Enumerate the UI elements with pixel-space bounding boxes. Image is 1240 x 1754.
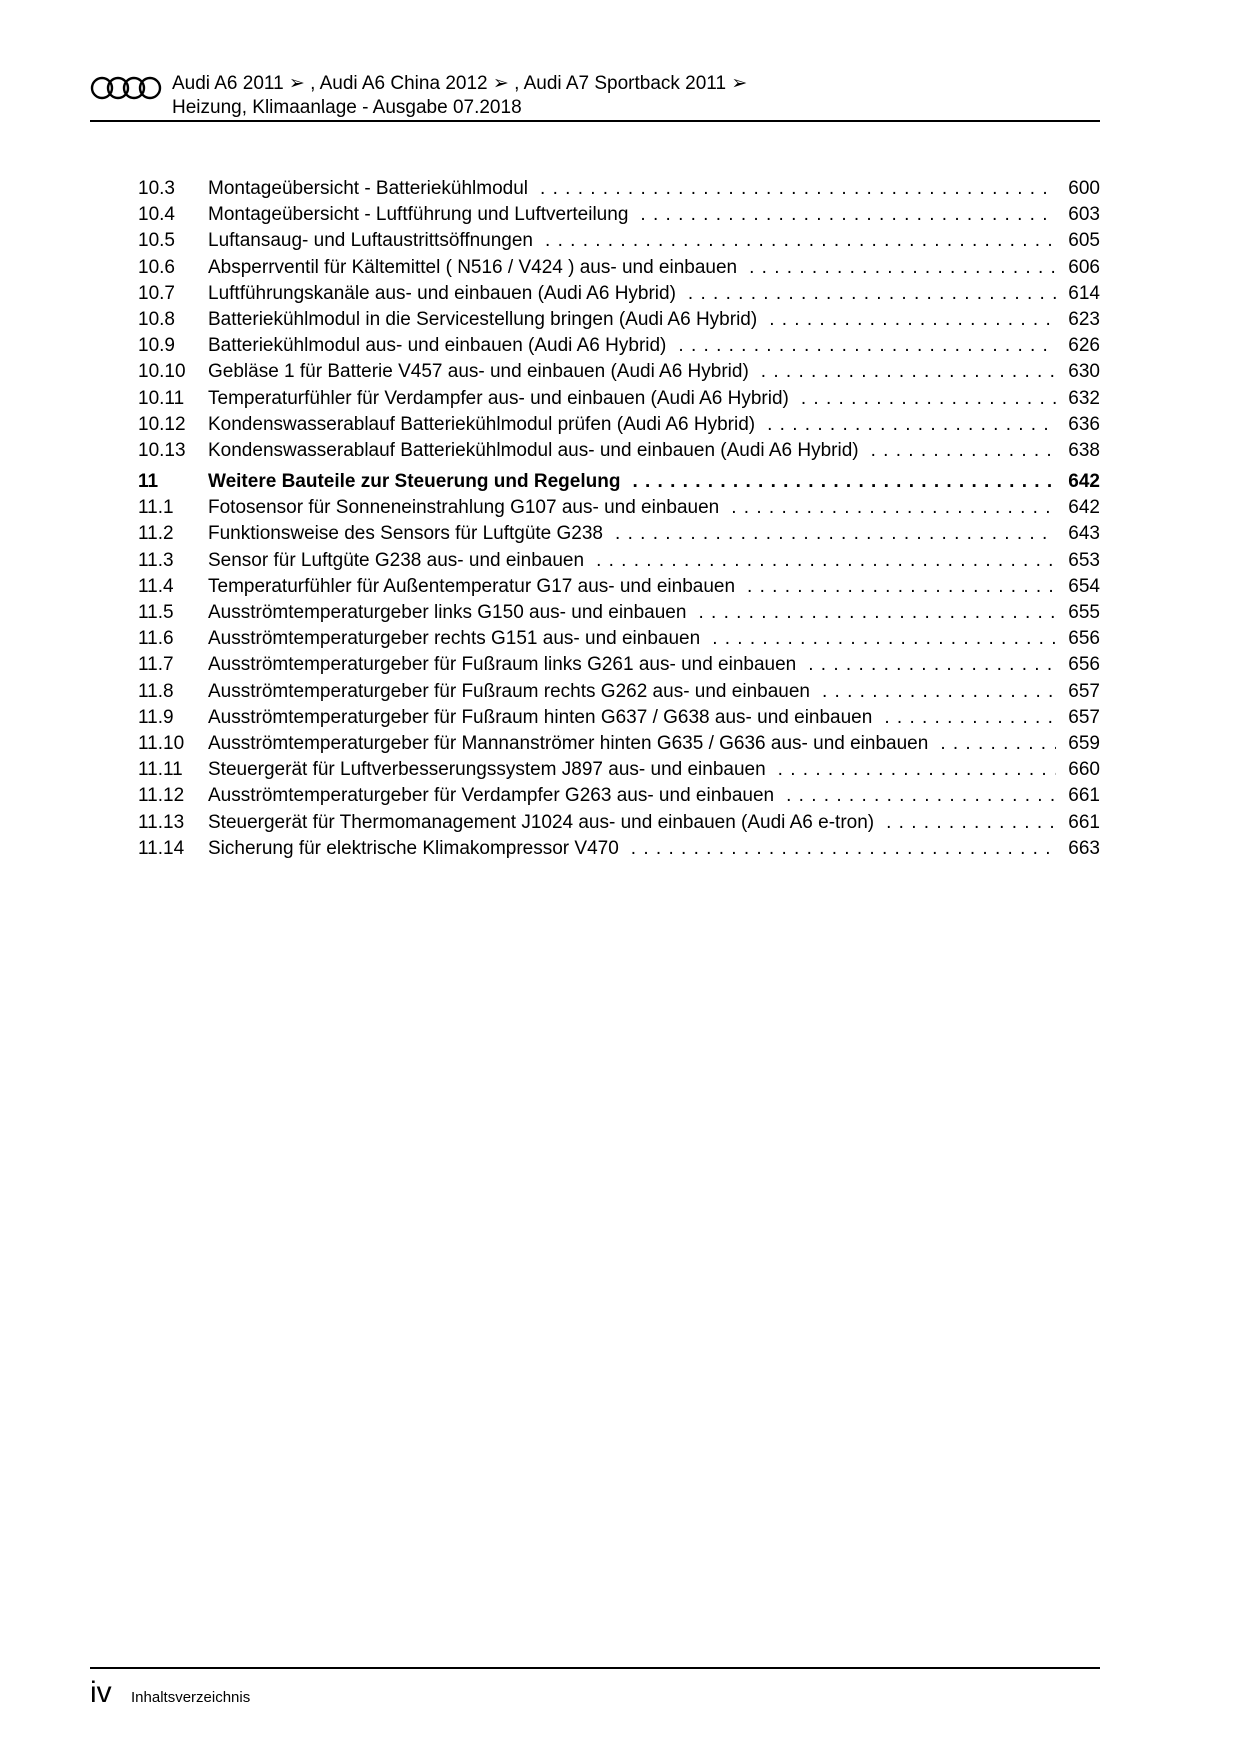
toc-entry-number: 11.5 <box>138 602 174 623</box>
audi-rings-logo <box>90 75 162 101</box>
toc-entry-page: 661 <box>1068 811 1100 833</box>
toc-entry-title: Absperrventil für Kältemittel ( N516 / V424 ) aus- und einbauen <box>208 256 738 278</box>
toc-entry-number: 10.8 <box>138 308 175 330</box>
toc-entry-title: Montageübersicht - Batteriekühlmodul <box>208 178 529 199</box>
toc-entry-number: 11.1 <box>138 497 174 519</box>
toc-entry[interactable] <box>138 810 1100 836</box>
toc-leader-dots <box>533 228 1056 254</box>
toc-entry-title: Luftführungskanäle aus- und einbauen (Audi A6 Hybrid) <box>208 282 676 304</box>
toc-entry-page: 636 <box>1068 413 1100 435</box>
toc-entry-title: Fotosensor für Sonneneinstrahlung G107 aus- und einbauen <box>208 497 720 519</box>
toc-leader-dots <box>628 202 1056 228</box>
toc-leader-dots <box>789 386 1056 412</box>
table-of-contents <box>138 176 1100 862</box>
toc-entry-title: Ausströmtemperaturgeber für Fußraum hinten G637 / G638 aus- und einbauen <box>208 706 873 728</box>
toc-entry[interactable] <box>138 255 1100 281</box>
toc-entry-page: 653 <box>1068 549 1100 571</box>
toc-leader-dots <box>700 626 1056 652</box>
toc-leader-dots <box>603 521 1056 547</box>
toc-entry-page: 656 <box>1068 654 1100 676</box>
toc-entry-number: 11.12 <box>138 785 185 807</box>
toc-entry[interactable] <box>138 521 1100 547</box>
toc-entry-number: 11.3 <box>138 549 174 571</box>
toc-entry-title: Ausströmtemperaturgeber für Fußraum rechts G262 aus- und einbauen <box>208 680 810 702</box>
toc-leader-dots <box>737 255 1056 281</box>
toc-entry-number: 10.13 <box>138 439 186 461</box>
toc-entry-page: 605 <box>1068 230 1100 252</box>
toc-entry[interactable] <box>138 386 1100 412</box>
toc-entry-title: Ausströmtemperaturgeber für Mannanströmer hinten G635 / G636 aus- und einbauen <box>208 732 929 754</box>
toc-entry-page: 661 <box>1068 785 1100 807</box>
toc-entry[interactable] <box>138 705 1100 731</box>
toc-entry-title: Sensor für Luftgüte G238 aus- und einbauen <box>208 549 585 571</box>
footer-page-number: iv <box>90 1676 112 1709</box>
toc-leader-dots <box>749 359 1056 385</box>
toc-entry[interactable] <box>138 548 1100 574</box>
toc-leader-dots <box>774 783 1056 809</box>
toc-entry-number: 10.4 <box>138 204 175 226</box>
toc-leader-dots <box>528 176 1056 202</box>
toc-entry-title: Steuergerät für Thermomanagement J1024 aus- und einbauen (Audi A6 e-tron) <box>208 811 875 833</box>
toc-entry[interactable] <box>138 600 1100 626</box>
toc-entry[interactable] <box>138 836 1100 862</box>
toc-entry-number: 11.10 <box>138 732 185 754</box>
toc-entry-number: 10.9 <box>138 335 175 357</box>
toc-entry-page: 632 <box>1068 387 1100 409</box>
toc-entry[interactable] <box>138 359 1100 385</box>
toc-leader-dots <box>676 281 1056 307</box>
toc-leader-dots <box>619 836 1056 862</box>
toc-entry-title: Sicherung für elektrische Klimakompressor V470 <box>208 837 619 859</box>
toc-entry-page: 614 <box>1068 282 1100 304</box>
toc-entry-title: Gebläse 1 für Batterie V457 aus- und einbauen (Audi A6 Hybrid) <box>208 361 749 383</box>
toc-entry-page: 659 <box>1068 732 1100 754</box>
toc-entry-number: 10.6 <box>138 256 175 278</box>
toc-entry-page: 660 <box>1068 759 1100 781</box>
toc-leader-dots <box>766 757 1056 783</box>
toc-entry-number: 10.12 <box>138 413 186 435</box>
toc-leader-dots <box>666 333 1056 359</box>
toc-entry[interactable] <box>138 307 1100 333</box>
toc-entry[interactable] <box>138 202 1100 228</box>
toc-entry[interactable] <box>138 333 1100 359</box>
toc-entry-number: 11.7 <box>138 654 174 676</box>
toc-entry-number: 10.5 <box>138 230 175 252</box>
toc-entry-title: Temperaturfühler für Verdampfer aus- und einbauen (Audi A6 Hybrid) <box>208 387 789 409</box>
toc-entry-title: Temperaturfühler für Außentemperatur G17 aus- und einbauen <box>208 575 736 597</box>
header-models: Audi A6 2011 ➢ , Audi A6 China 2012 ➢ , Audi A7 Sportback 2011 ➢ <box>172 73 748 94</box>
toc-entry-page: 606 <box>1068 256 1100 278</box>
toc-entry-title: Batteriekühlmodul in die Servicestellung bringen (Audi A6 Hybrid) <box>208 308 758 330</box>
toc-entry-page: 603 <box>1068 204 1100 226</box>
toc-entry-title: Weitere Bauteile zur Steuerung und Regelung <box>208 471 621 493</box>
toc-leader-dots <box>584 548 1056 574</box>
toc-entry-page: 638 <box>1068 439 1100 461</box>
toc-entry[interactable] <box>138 412 1100 438</box>
toc-entry[interactable] <box>138 679 1100 705</box>
toc-entry-title: Batteriekühlmodul aus- und einbauen (Audi A6 Hybrid) <box>208 335 667 357</box>
toc-leader-dots <box>686 600 1056 626</box>
toc-entry-number: 10.7 <box>138 282 175 304</box>
toc-leader-dots <box>859 438 1056 464</box>
toc-entry-page: 657 <box>1068 680 1100 702</box>
toc-entry-title: Funktionsweise des Sensors für Luftgüte G238 <box>208 523 604 545</box>
toc-entry[interactable] <box>138 574 1100 600</box>
toc-entry-page: 642 <box>1068 497 1100 519</box>
toc-entry[interactable] <box>138 783 1100 809</box>
toc-entry[interactable] <box>138 652 1100 678</box>
toc-entry-page: 663 <box>1068 837 1100 859</box>
toc-entry-number: 10.10 <box>138 361 186 383</box>
footer-divider <box>90 1667 1100 1669</box>
footer-label: Inhaltsverzeichnis <box>131 1689 251 1706</box>
toc-entry-page: 643 <box>1068 523 1100 545</box>
toc-leader-dots <box>872 705 1056 731</box>
toc-entry-number: 11.4 <box>138 575 174 597</box>
toc-leader-dots <box>719 495 1056 521</box>
toc-entry-page: 642 <box>1068 471 1100 493</box>
toc-entry-title: Kondenswasserablauf Batteriekühlmodul aus- und einbauen (Audi A6 Hybrid) <box>208 439 859 461</box>
toc-leader-dots <box>796 652 1056 678</box>
toc-entry-title: Ausströmtemperaturgeber für Fußraum links G261 aus- und einbauen <box>208 654 797 676</box>
header-subtitle: Heizung, Klimaanlage - Ausgabe 07.2018 <box>172 97 522 118</box>
toc-entry[interactable] <box>138 731 1100 757</box>
toc-entry-page: 656 <box>1068 628 1100 650</box>
toc-entry-title: Ausströmtemperaturgeber links G150 aus- und einbauen <box>208 602 687 623</box>
toc-entry[interactable] <box>138 228 1100 254</box>
header-divider <box>90 120 1100 122</box>
toc-entry-title: Montageübersicht - Luftführung und Luftverteilung <box>208 204 629 226</box>
toc-leader-dots <box>620 469 1056 495</box>
toc-leader-dots <box>755 412 1056 438</box>
toc-entry[interactable] <box>138 495 1100 521</box>
toc-entry-page: 623 <box>1068 308 1100 330</box>
toc-entry-page: 630 <box>1068 361 1100 383</box>
header-text <box>172 72 747 120</box>
toc-entry-title: Luftansaug- und Luftaustrittsöffnungen <box>208 230 534 252</box>
toc-entry-title: Steuergerät für Luftverbesserungssystem J897 aus- und einbauen <box>208 759 766 781</box>
toc-entry[interactable] <box>138 281 1100 307</box>
toc-entry-title: Kondenswasserablauf Batteriekühlmodul prüfen (Audi A6 Hybrid) <box>208 413 756 435</box>
toc-leader-dots <box>874 810 1056 836</box>
toc-entry[interactable] <box>138 757 1100 783</box>
toc-entry-page: 654 <box>1068 575 1100 597</box>
toc-entry-number: 11 <box>138 471 159 493</box>
toc-entry-number: 10.3 <box>138 178 175 199</box>
toc-entry-number: 11.11 <box>138 759 183 781</box>
toc-entry[interactable] <box>138 176 1100 202</box>
toc-entry-number: 11.9 <box>138 706 174 728</box>
toc-entry-number: 11.2 <box>138 523 174 545</box>
toc-entry-number: 11.8 <box>138 680 174 702</box>
toc-leader-dots <box>735 574 1056 600</box>
toc-entry[interactable] <box>138 626 1100 652</box>
toc-entry-number: 10.11 <box>138 387 185 409</box>
toc-entry-page: 657 <box>1068 706 1100 728</box>
toc-entry-page: 600 <box>1068 178 1100 199</box>
toc-entry-page: 626 <box>1068 335 1100 357</box>
toc-leader-dots <box>928 731 1056 757</box>
toc-entry-number: 11.14 <box>138 837 185 859</box>
toc-entry-title: Ausströmtemperaturgeber rechts G151 aus- und einbauen <box>208 628 701 650</box>
toc-leader-dots <box>757 307 1056 333</box>
toc-entry-page: 655 <box>1068 602 1100 623</box>
toc-entry-number: 11.6 <box>138 628 174 650</box>
toc-leader-dots <box>810 679 1056 705</box>
toc-entry[interactable] <box>138 438 1100 464</box>
toc-chapter-entry[interactable] <box>138 469 1100 495</box>
toc-entry-number: 11.13 <box>138 811 185 833</box>
toc-entry-title: Ausströmtemperaturgeber für Verdampfer G263 aus- und einbauen <box>208 785 775 807</box>
